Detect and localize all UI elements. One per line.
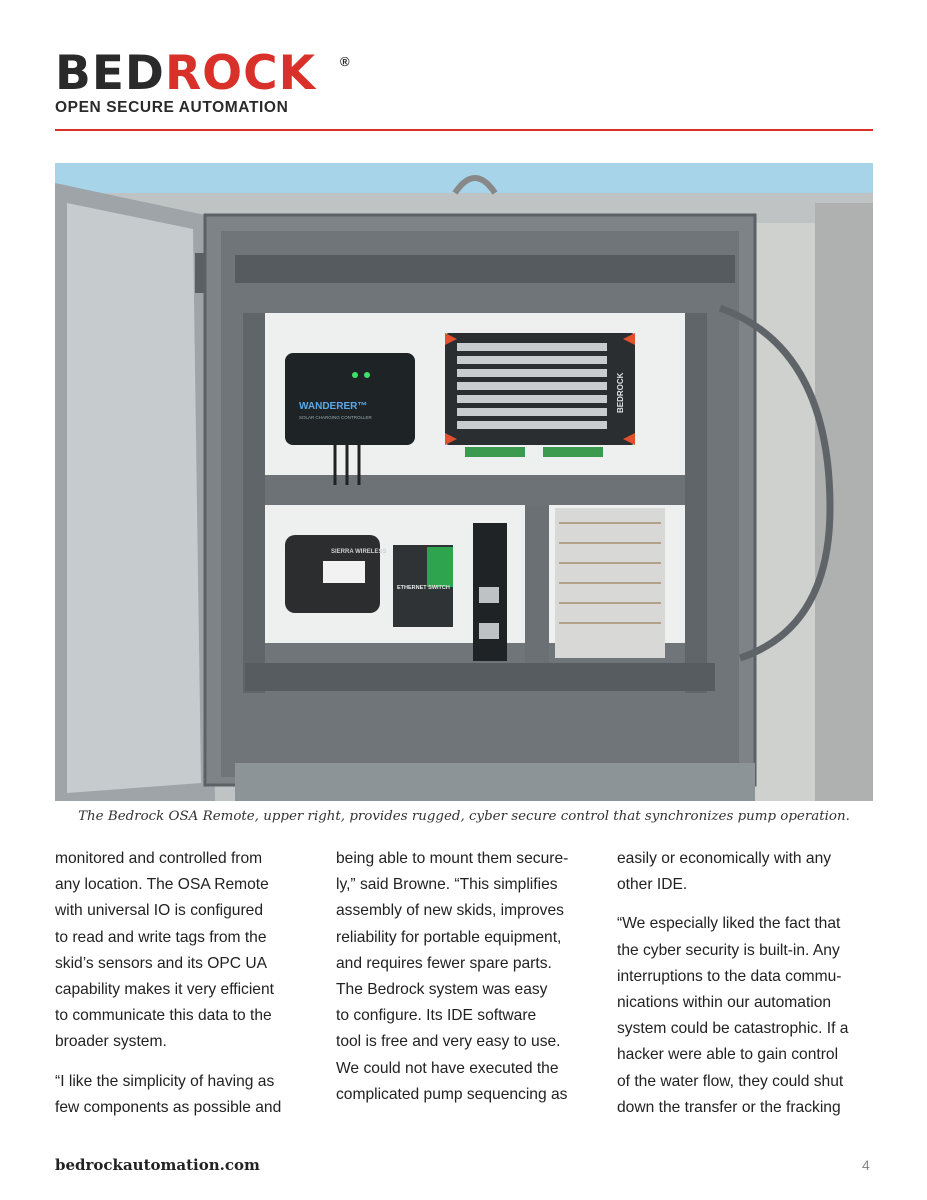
text-line: complicated pump sequencing as — [336, 1085, 568, 1103]
text-line: skid’s sensors and its OPC UA — [55, 954, 268, 972]
logo-wordmark-red: ROCK — [164, 46, 317, 101]
text-line: capability makes it very efficient — [55, 981, 274, 999]
text-line: assembly of new skids, improves — [336, 902, 564, 920]
wanderer-sublabel: SOLAR CHARGING CONTROLLER — [299, 415, 372, 420]
text-line: monitored and controlled from — [55, 850, 263, 867]
osa-label: BEDROCK — [616, 372, 625, 413]
text-column-3 — [617, 846, 879, 1121]
paragraph-gap — [617, 898, 879, 911]
text-line: and requires fewer spare parts. — [336, 954, 552, 972]
text-line: “I like the simplicity of having as — [55, 1072, 275, 1090]
text-line: nications within our automation — [617, 994, 832, 1012]
text-line: The Bedrock system was easy — [336, 981, 548, 999]
paragraph-gap — [55, 1056, 317, 1069]
router-label: SIERRA WIRELESS — [331, 549, 387, 555]
text-line: with universal IO is configured — [55, 902, 264, 920]
text-line: reliability for portable equipment, — [336, 928, 562, 946]
page-number: 4 — [862, 1157, 870, 1173]
enclosure-photo — [55, 163, 873, 801]
logo-wordmark — [55, 46, 317, 101]
text-line: being able to mount them secure- — [336, 850, 569, 867]
text-line: We could not have executed the — [336, 1059, 559, 1077]
text-line: any location. The OSA Remote — [55, 876, 269, 894]
text-line: tool is free and very easy to use. — [336, 1033, 561, 1051]
header-divider — [55, 129, 873, 131]
text-line: of the water flow, they could shut — [617, 1072, 844, 1090]
text-line: to configure. Its IDE software — [336, 1007, 537, 1025]
text-line: “We especially liked the fact that — [617, 915, 841, 933]
photo-caption: The Bedrock OSA Remote, upper right, provides rugged, cyber secure control that synchronizes pump operation. — [78, 809, 850, 824]
text-line: broader system. — [55, 1033, 167, 1051]
text-column-2 — [336, 846, 598, 1108]
text-line: other IDE. — [617, 876, 688, 894]
text-line: easily or economically with any — [617, 850, 832, 867]
footer-website-link[interactable]: bedrockautomation.com — [55, 1156, 260, 1174]
text-line: few components as possible and — [55, 1098, 282, 1116]
bedrock-logo — [55, 46, 355, 122]
logo-tagline: OPEN SECURE AUTOMATION — [55, 99, 289, 116]
wanderer-label: WANDERER™ — [299, 401, 368, 412]
text-line: to read and write tags from the — [55, 928, 267, 946]
text-line: the cyber security is built-in. Any — [617, 941, 840, 959]
text-line: interruptions to the data commu- — [617, 967, 842, 985]
registered-mark: ® — [340, 54, 350, 69]
text-column-1 — [55, 846, 317, 1121]
text-line: system could be catastrophic. If a — [617, 1020, 849, 1038]
text-line: hacker were able to gain control — [617, 1046, 839, 1064]
logo-wordmark-dark: BED — [55, 46, 165, 101]
text-line: down the transfer or the fracking — [617, 1098, 841, 1116]
text-line: ly,” said Browne. “This simplifies — [336, 876, 558, 894]
switch-label: ETHERNET SWITCH — [397, 585, 450, 591]
text-line: to communicate this data to the — [55, 1007, 272, 1025]
